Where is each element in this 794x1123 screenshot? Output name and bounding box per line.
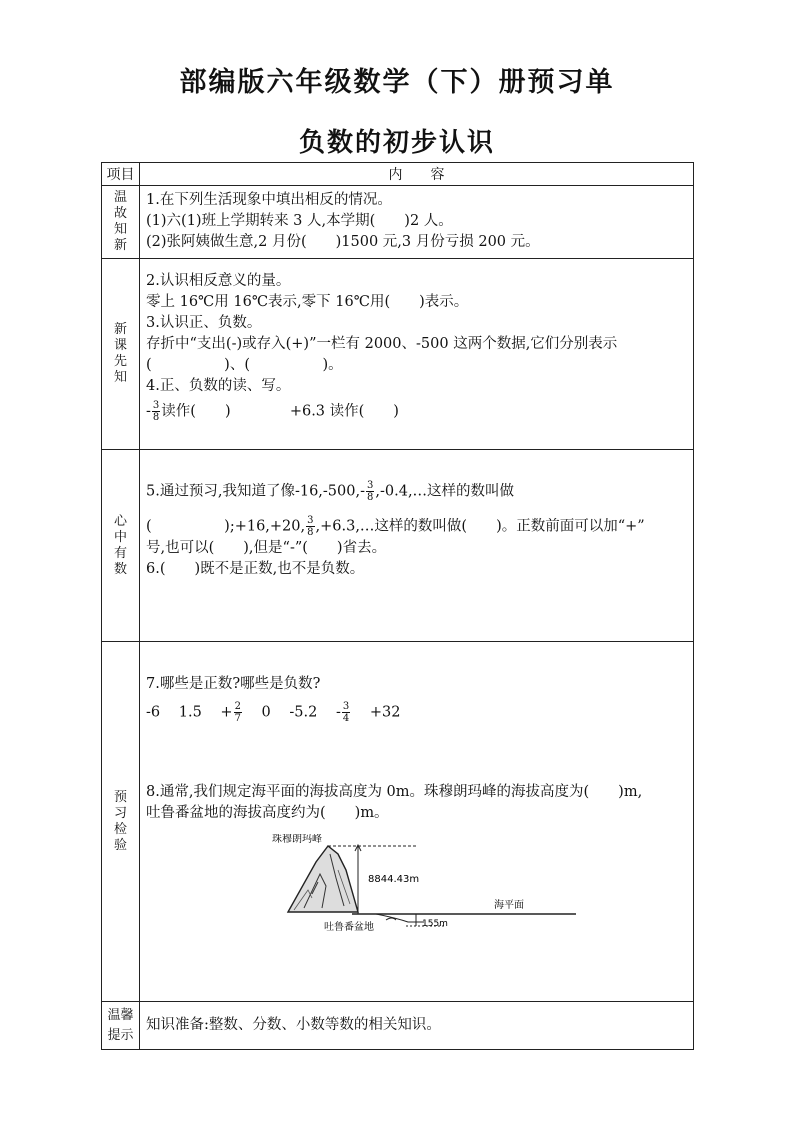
q7-line: 7.哪些是正数?哪些是负数? [146, 676, 321, 692]
label-tips: 温馨 提示 [102, 1002, 140, 1050]
content-heart [140, 450, 694, 642]
fraction-2-7: $\frac{2}{7}$ [234, 701, 241, 724]
content-check [140, 642, 694, 1002]
sea-level-label: 海平面 [494, 900, 524, 911]
review-line3: (2)张阿姨做生意,2 月份( )1500 元,3 月份亏损 200 元。 [146, 234, 540, 250]
q8-line1: 8.通常,我们规定海平面的海拔高度为 0m。珠穆朗玛峰的海拔高度为( )m, [146, 784, 643, 800]
review-line1: 1.在下列生活现象中填出相反的情况。 [146, 192, 392, 208]
fraction-3-8: $\frac{3}{8}$ [307, 515, 314, 538]
depth-label: 155m [422, 919, 448, 929]
altitude-diagram [246, 834, 686, 939]
fraction-3-4: $\frac{3}{4}$ [342, 701, 350, 724]
row-check [102, 642, 694, 1002]
q7-numbers: -6 1.5 + $\frac{2}{7}$ 0 -5.2 - $\frac{3}{4}$ +32 [146, 701, 401, 724]
q5-line1: 5.通过预习,我知道了像-16,-500,- $\frac{3}{8}$ ,-0.4,…这样的数叫做 [146, 480, 515, 503]
header-item: 项目 [102, 163, 140, 186]
table-header [102, 163, 694, 186]
content-newlesson [140, 259, 694, 450]
preview-table [101, 162, 694, 1050]
label-review: 温 故 知 新 [102, 186, 140, 259]
q6-line: 6.( )既不是正数,也不是负数。 [146, 561, 365, 577]
fraction-3-8: $\frac{3}{8}$ [152, 400, 160, 423]
label-heart: 心 中 有 数 [102, 450, 140, 642]
label-check: 预 习 检 验 [102, 642, 140, 1002]
basin-label: 吐鲁番盆地 [324, 922, 374, 933]
newlesson-line1: 2.认识相反意义的量。 [146, 273, 291, 289]
fraction-3-8: $\frac{3}{8}$ [367, 480, 374, 503]
row-review [102, 186, 694, 259]
height-label: 8844.43m [368, 874, 420, 885]
q8-line2: 吐鲁番盆地的海拔高度约为( )m。 [146, 805, 389, 821]
review-line2: (1)六(1)班上学期转来 3 人,本学期( )2 人。 [146, 213, 453, 229]
page-title: 部编版六年级数学（下）册预习单 [179, 67, 615, 98]
newlesson-line3: 3.认识正、负数。 [146, 315, 262, 331]
label-newlesson: 新 课 先 知 [102, 259, 140, 450]
content-tips [140, 1002, 694, 1050]
read1-text: 读作( ) [161, 403, 231, 420]
row-newlesson [102, 259, 694, 450]
newlesson-line5: ( )、( )。 [146, 357, 343, 373]
header-content: 内 容 [140, 163, 694, 186]
q5-line3: 号,也可以( ),但是“-”( )省去。 [146, 540, 387, 556]
newlesson-line2: 零上 16℃用 16℃表示,零下 16℃用( )表示。 [146, 294, 469, 310]
content-review [140, 186, 694, 259]
row-heart [102, 450, 694, 642]
row-tips [102, 1002, 694, 1050]
read2-text: +6.3 读作( ) [289, 403, 399, 420]
newlesson-line4: 存折中“支出(-)或存入(+)”一栏有 2000、-500 这两个数据,它们分别表示 [146, 336, 618, 352]
altitude-figure [246, 834, 686, 939]
newlesson-read-line: - $\frac{3}{8}$ 读作( ) +6.3 读作( ) [146, 400, 399, 423]
q5-line2: ( );+16,+20, $\frac{3}{8}$ ,+6.3,…这样的数叫做( )。正数前面可以加“+” [146, 515, 645, 538]
tips-text: 知识准备:整数、分数、小数等数的相关知识。 [146, 1017, 441, 1033]
peak-label: 珠穆朗玛峰 [272, 834, 322, 845]
page-subtitle: 负数的初步认识 [298, 128, 495, 158]
newlesson-line6: 4.正、负数的读、写。 [146, 378, 291, 394]
